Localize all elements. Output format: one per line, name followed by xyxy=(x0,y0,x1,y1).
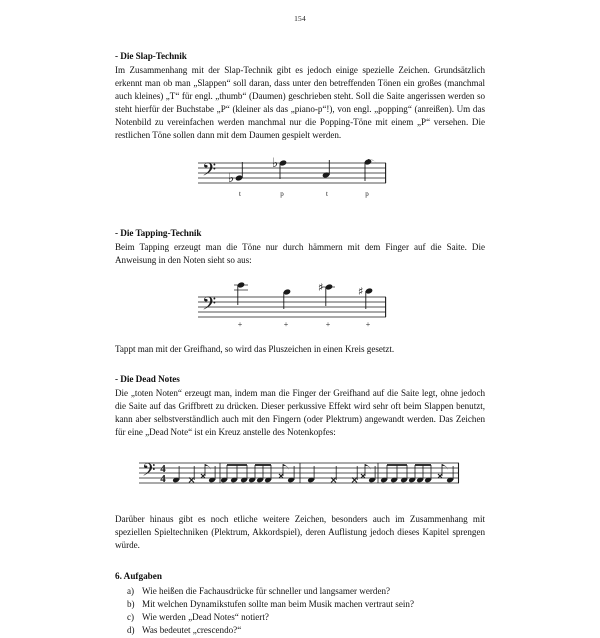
svg-text:4: 4 xyxy=(160,473,166,486)
bass-clef-icon xyxy=(202,294,216,319)
list-item-marker: b) xyxy=(127,598,135,609)
paragraph-tapping-after-note: Tappt man mit der Greifhand, so wird das Pluszeichen in einen Kreis gesetzt. xyxy=(115,343,395,354)
paragraph-slap-technik: Im Zusammenhang mit der Slap-Technik gibt es jedoch einige spezielle Zeichen. Grundsätzlich erkennt man ob man „Slappen“ soll daran, dass unter den betreffenden Tönen ein großes (manchmal auch kleines) „T“ für engl. „thumb“ (Daumen) geschrieben steht. Soll die Saite angerissen werden so steht hierfür der Buchstabe „P“ (kleiner als das „piano-p“!), von engl. „popping“ (anreißen). Um das Notenbild zu vereinfachen werden manchmal nur die Popping-Töne mit einem „P“ versehen. Die restlichen Töne sollen dann mit dem Daumen gespielt werden. xyxy=(115,65,485,141)
exercise-list xyxy=(115,585,485,638)
list-item xyxy=(115,624,485,637)
list-item-marker: c) xyxy=(127,612,135,623)
list-item-marker: a) xyxy=(127,585,135,596)
time-signature-4-4 xyxy=(160,463,166,485)
articulation-labels xyxy=(238,320,371,329)
svg-text:♯: ♯ xyxy=(318,280,324,294)
heading-slap-technik: - Die Slap-Technik xyxy=(115,51,187,61)
articulation-labels xyxy=(239,190,369,198)
measure-3 xyxy=(307,464,376,483)
svg-text:t: t xyxy=(239,189,241,198)
bass-clef-icon xyxy=(202,160,216,185)
measure-2 xyxy=(220,464,295,483)
notation-dead-notes-example xyxy=(115,453,485,504)
paragraph-dead-notes: Die „toten Noten“ erzeugt man, indem man die Finger der Greifhand auf die Saite legt, ohne jedoch die Saite auf das Griffbrett zu drücken. Dieser perkussive Effekt wird sehr oft beim Slappen benutzt, kann aber selbstverständlich auch mit den Fingern (oder Plektrum) angewandt werden. Das Zeichen für eine „Dead Note“ ist ein Kreuz anstelle des Notenkopfes: xyxy=(115,387,485,438)
note-4 xyxy=(364,158,377,180)
paragraph-dead-notes-closing: Darüber hinaus gibt es noch etliche weitere Zeichen, besonders auch im Zusammenhang mit speziellen Spieltechniken (Plektrum, Akkordspiel), deren Auflistung jedoch dieses Kapitel sprengen würde. xyxy=(115,514,485,551)
bass-clef-icon xyxy=(142,460,156,484)
svg-text:+: + xyxy=(365,319,371,329)
list-item-text: Wie heißen die Fachausdrücke für schneller und langsamer werden? xyxy=(142,585,391,596)
page-content xyxy=(115,50,485,638)
measure-4 xyxy=(380,464,454,483)
notation-tapping-example xyxy=(115,281,485,334)
list-item-marker: d) xyxy=(127,625,135,636)
note-2 xyxy=(283,288,291,308)
dead-note-cross xyxy=(279,474,283,478)
page-number: 154 xyxy=(294,14,306,23)
heading-dead-notes: - Die Dead Notes xyxy=(115,373,180,384)
paragraph-tapping-technik: Beim Tapping erzeugt man die Töne nur durch hämmern mit dem Finger auf die Saite. Die Anweisung in den Noten sieht so aus: xyxy=(115,241,485,265)
svg-text:t: t xyxy=(326,189,328,198)
svg-text:𝄢: 𝄢 xyxy=(202,293,217,319)
note-1 xyxy=(228,162,243,186)
svg-text:𝄢: 𝄢 xyxy=(142,460,156,485)
note-1 xyxy=(234,281,248,304)
svg-text:♯: ♯ xyxy=(358,284,364,298)
measure-1 xyxy=(172,464,216,483)
svg-text:♭: ♭ xyxy=(228,170,235,186)
list-item-text: Mit welchen Dynamikstufen sollte man beim Musik machen vertraut sein? xyxy=(142,598,414,609)
list-item-text: Wie werden „Dead Notes“ notiert? xyxy=(142,612,269,623)
svg-text:+: + xyxy=(325,319,331,329)
svg-text:+: + xyxy=(237,319,243,329)
dead-note-cross xyxy=(438,474,442,478)
svg-text:+: + xyxy=(283,319,289,329)
svg-text:4: 4 xyxy=(160,463,166,476)
notation-slap-example xyxy=(115,157,485,210)
list-item xyxy=(115,585,485,598)
dead-note-cross xyxy=(361,474,365,478)
svg-text:p: p xyxy=(365,189,369,198)
heading-aufgaben: 6. Aufgaben xyxy=(115,570,162,581)
list-item-text: Was bedeutet „crescendo?“ xyxy=(142,625,242,636)
heading-tapping-technik: - Die Tapping-Technik xyxy=(115,227,202,238)
svg-text:♭: ♭ xyxy=(272,156,279,171)
svg-text:p: p xyxy=(280,189,284,198)
svg-text:𝄢: 𝄢 xyxy=(202,159,217,185)
dead-note-cross xyxy=(201,474,205,478)
list-item xyxy=(115,611,485,624)
